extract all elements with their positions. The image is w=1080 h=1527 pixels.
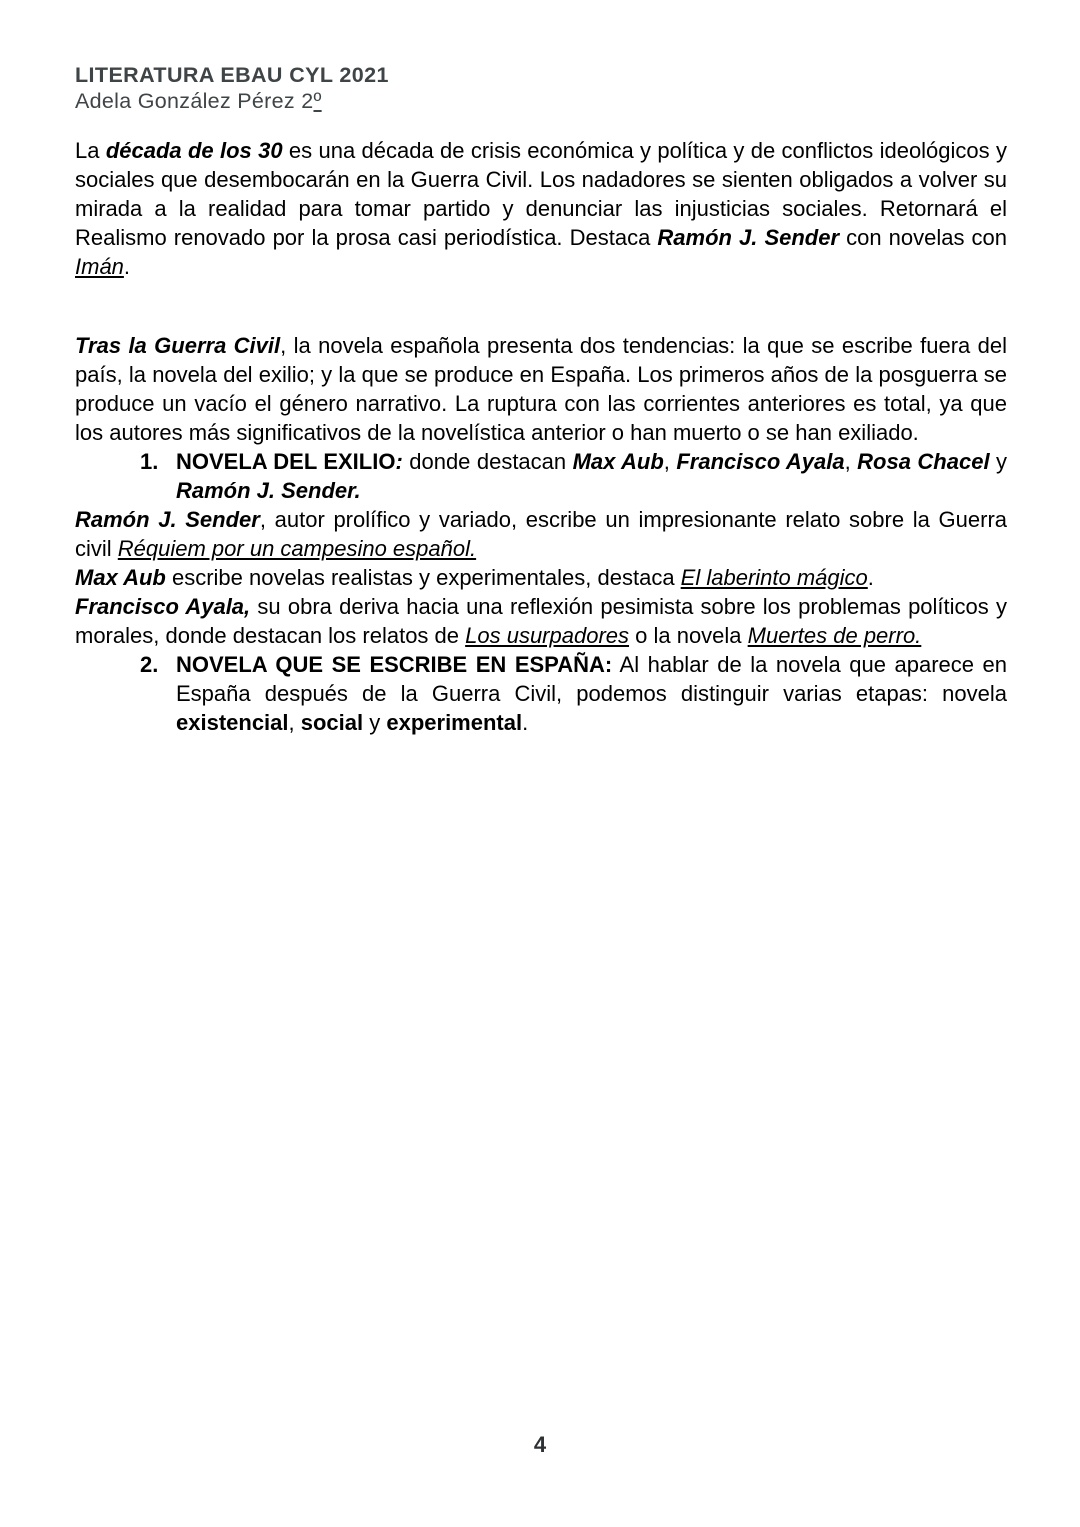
exile-novel-list-item <box>75 447 1007 505</box>
ayala-paragraph: Francisco Ayala, su obra deriva hacia una reflexión pesimista sobre los problemas políticos y morales, donde destacan los relatos de Los usurpadores o la novela Muertes de perro. <box>75 594 1008 648</box>
intro-paragraph: La década de los 30 es una década de crisis económica y política y de conflictos ideológicos y sociales que desembocarán en la Guerra Civil. Los nadadores se sienten obligados a volver su mirada a la realidad para tomar partido y denunciar las injusticias sociales. Retornará el Realismo renovado por la prosa casi periodística. Destaca Ramón J. Sender con novelas con Imán. <box>75 138 1008 279</box>
list-item-content: NOVELA DEL EXILIO: donde destacan Max Aub, Francisco Ayala, Rosa Chacel y Ramón J. Sender. <box>176 449 1008 503</box>
page-number: 4 <box>533 1432 547 1457</box>
author-line <box>75 88 1007 114</box>
maxaub-paragraph: Max Aub escribe novelas realistas y experimentales, destaca El laberinto mágico. <box>75 565 874 590</box>
list-item-content: NOVELA QUE SE ESCRIBE EN ESPAÑA: Al hablar de la novela que aparece en España después de la Guerra Civil, podemos distinguir varias etapas: novela existencial, social y experimental. <box>176 652 1007 735</box>
spain-novel-list-item <box>75 650 1007 737</box>
author-name: Adela González Pérez 2 <box>75 89 314 113</box>
list-number: 2. <box>140 652 159 677</box>
doc-header <box>75 62 1007 114</box>
postwar-section <box>75 331 1007 737</box>
sender-paragraph: Ramón J. Sender, autor prolífico y variado, escribe un impresionante relato sobre la Guerra civil Réquiem por un campesino español. <box>75 507 1008 561</box>
list-number: 1. <box>140 449 159 474</box>
posguerra-paragraph: Tras la Guerra Civil, la novela española presenta dos tendencias: la que se escribe fuera del país, la novela del exilio; y la que se produce en España. Los primeros años de la posguerra se produce un vacío el género narrativo. La ruptura con las corrientes anteriores es total, ya que los autores más significativos de la novelística anterior o han muerto o se han exiliado. <box>75 333 1007 445</box>
author-ordinal: º <box>313 89 322 113</box>
page-title: LITERATURA EBAU CYL 2021 <box>75 63 389 87</box>
page-content <box>0 0 1080 737</box>
